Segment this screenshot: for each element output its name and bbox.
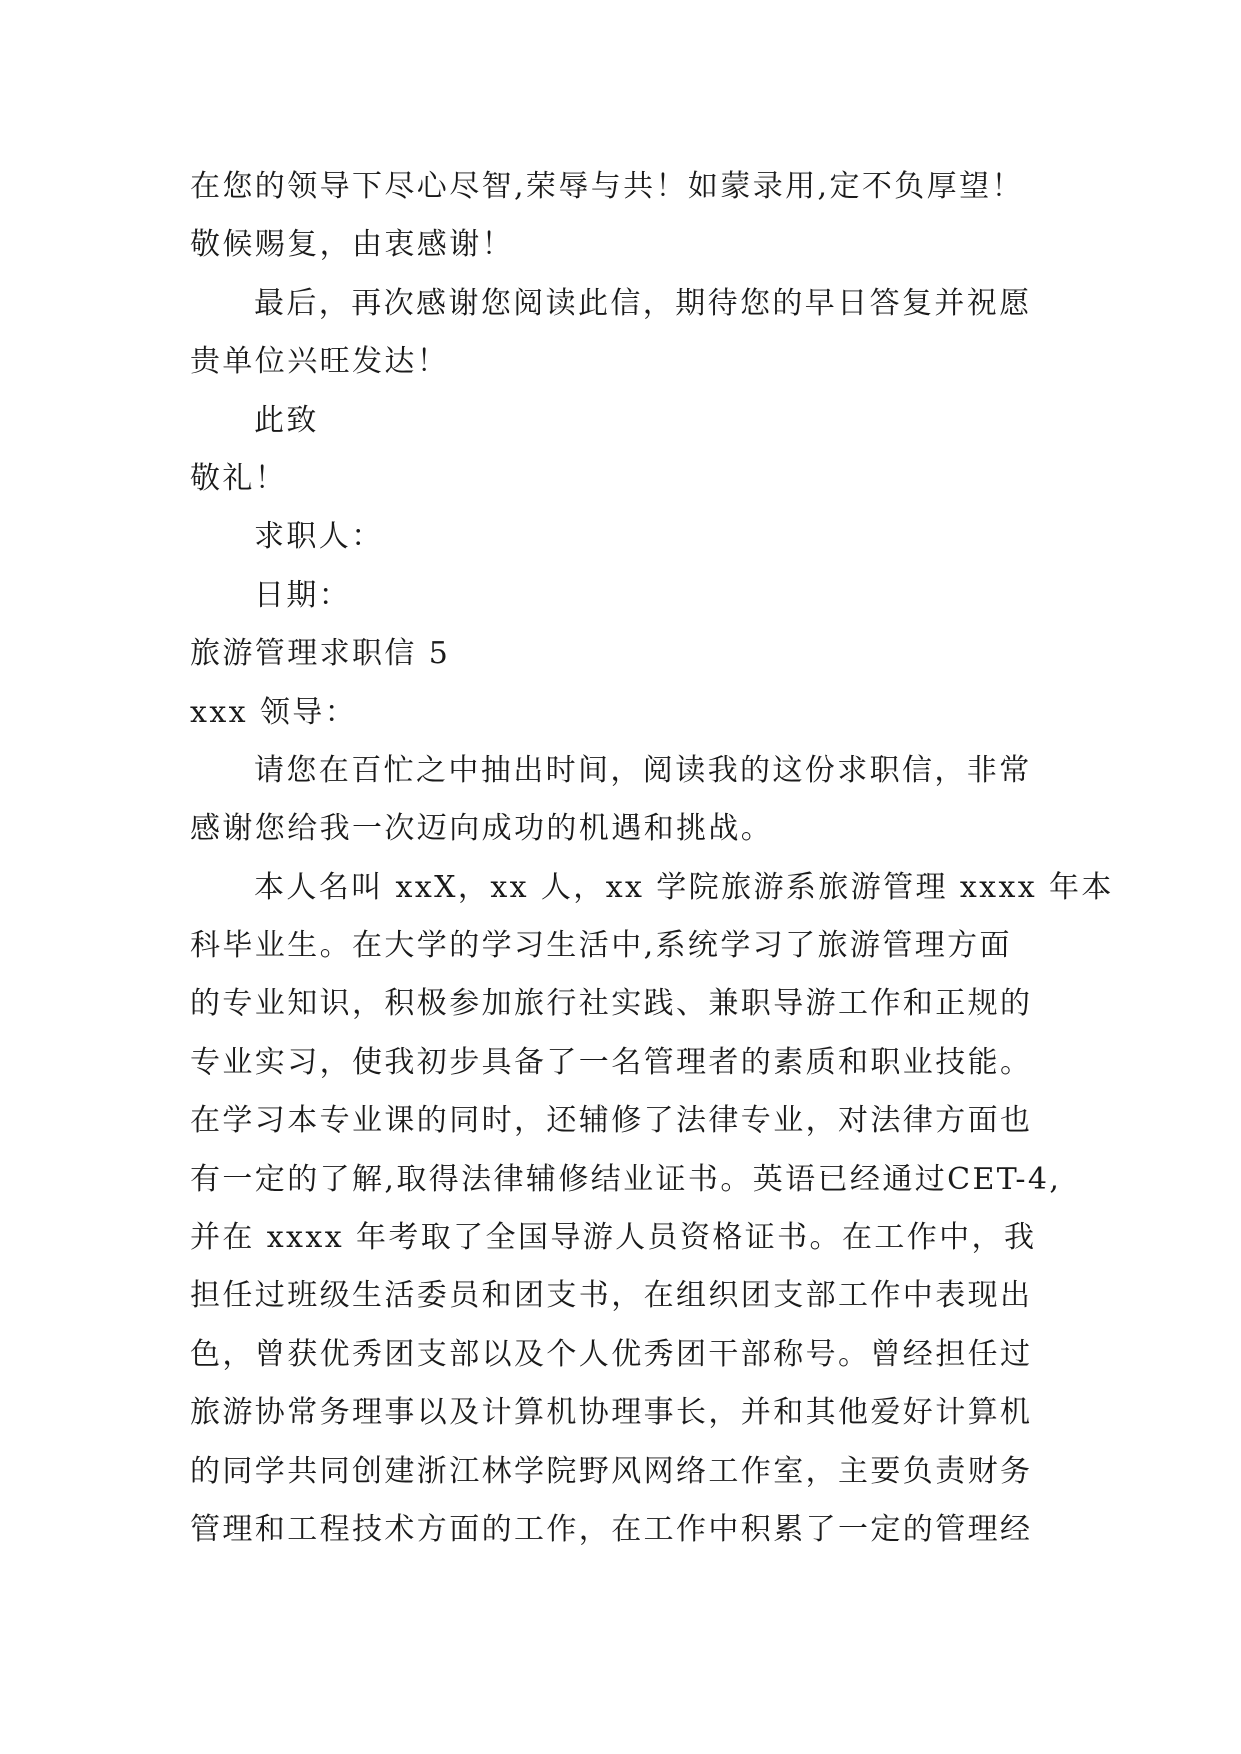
text-line: 在学习本专业课的同时，还辅修了法律专业，对法律方面也: [190, 1103, 1033, 1139]
text-line: 色，曾获优秀团支部以及个人优秀团干部称号。曾经担任过: [190, 1336, 1033, 1372]
salutation-closing: 敬礼！: [190, 460, 288, 496]
text-line: 本人名叫 xxX，xx 人，xx 学院旅游系旅游管理 xxxx 年本: [254, 869, 1114, 905]
text-line: 专业实习，使我初步具备了一名管理者的素质和职业技能。: [190, 1044, 1033, 1080]
letter-body: [190, 158, 1114, 1559]
text-line: 在您的领导下尽心尽智,荣辱与共！如蒙录用,定不负厚望！: [190, 169, 1024, 204]
text-line: 并在 xxxx 年考取了全国导游人员资格证书。在工作中，我: [190, 1220, 1037, 1256]
section-title: 旅游管理求职信 5: [190, 636, 451, 672]
text-line: 感谢您给我一次迈向成功的机遇和挑战。: [190, 811, 774, 847]
text-line: 旅游协常务理事以及计算机协理事长，并和其他爱好计算机: [190, 1395, 1033, 1431]
recipient-salutation: xxx 领导：: [190, 694, 358, 730]
text-line: 请您在百忙之中抽出时间，阅读我的这份求职信，非常: [254, 752, 1032, 788]
text-line: 最后，再次感谢您阅读此信，期待您的早日答复并祝愿: [254, 285, 1032, 321]
applicant-label: 求职人：: [254, 519, 384, 555]
text-line: 有一定的了解,取得法律辅修结业证书。英语已经通过CET-4,: [190, 1161, 1062, 1197]
text-line: 的同学共同创建浙江林学院野风网络工作室，主要负责财务: [190, 1453, 1033, 1489]
date-label: 日期：: [254, 577, 352, 613]
text-line: 敬候赐复，由衷感谢！: [190, 227, 514, 263]
text-line: 的专业知识，积极参加旅行社实践、兼职导游工作和正规的: [190, 986, 1033, 1022]
closing-phrase: 此致: [254, 402, 319, 438]
text-line: 管理和工程技术方面的工作，在工作中积累了一定的管理经: [190, 1511, 1033, 1547]
text-line: 担任过班级生活委员和团支书，在组织团支部工作中表现出: [190, 1278, 1033, 1314]
text-line: 科毕业生。在大学的学习生活中,系统学习了旅游管理方面: [190, 928, 1012, 964]
text-line: 贵单位兴旺发达！: [190, 344, 450, 380]
